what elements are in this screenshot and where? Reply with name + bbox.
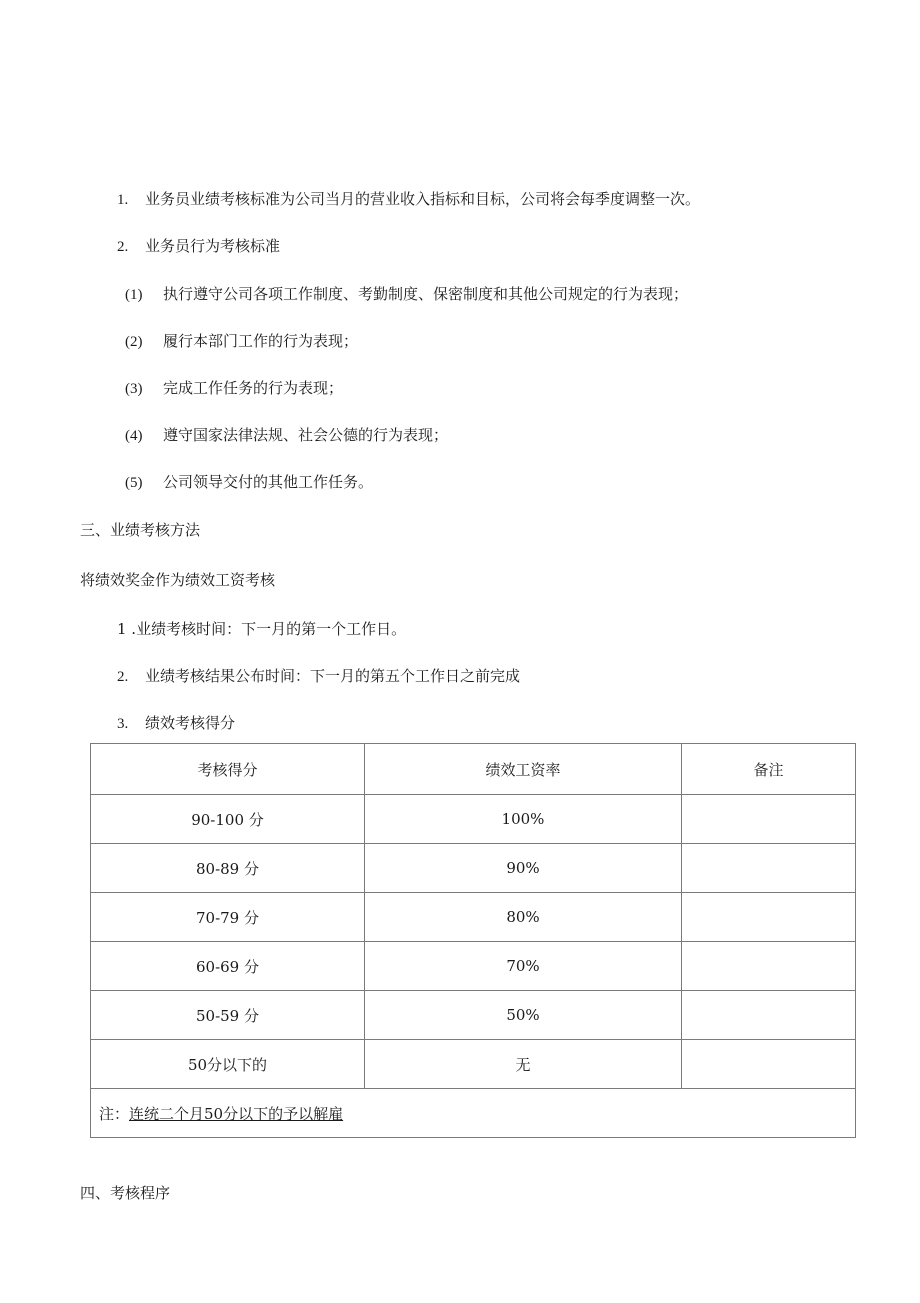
table-header-row [91, 744, 856, 795]
table-row [91, 795, 856, 844]
behavior-subitem [125, 378, 343, 399]
subitem-text: 履行本部门工作的行为表现； [163, 332, 359, 350]
table-note-cell [91, 1089, 856, 1138]
section-4-heading: 四、考核程序 [80, 1184, 171, 1202]
section-3-heading: 三、业绩考核方法 [80, 521, 201, 539]
table-row [91, 1040, 856, 1089]
note-cell [682, 991, 856, 1040]
header-note: 备注 [682, 744, 856, 795]
method-step-1: 1 .业绩考核时间：下一月的第一个工作日。 [117, 620, 407, 638]
behavior-subitem [125, 284, 688, 305]
step-text: 业绩考核结果公布时间：下一月的第五个工作日之前完成 [145, 667, 521, 685]
rate-cell: 90% [365, 844, 682, 893]
header-score: 考核得分 [91, 744, 365, 795]
subitem-text: 公司领导交付的其他工作任务。 [163, 473, 374, 491]
note-cell [682, 893, 856, 942]
rate-cell: 70% [365, 942, 682, 991]
score-cell: 60-69 分 [91, 942, 365, 991]
behavior-subitem [125, 472, 373, 493]
method-step-2 [117, 666, 520, 687]
subitem-number: (3) [125, 381, 143, 397]
score-cell: 90-100 分 [91, 795, 365, 844]
rate-cell: 无 [365, 1040, 682, 1089]
note-cell [682, 1040, 856, 1089]
table-note-row [91, 1089, 856, 1138]
subitem-number: (2) [125, 334, 143, 350]
score-cell: 50-59 分 [91, 991, 365, 1040]
table-row [91, 893, 856, 942]
rate-cell: 80% [365, 893, 682, 942]
item-text: 业务员业绩考核标准为公司当月的营业收入指标和目标，公司将会每季度调整一次。 [145, 190, 701, 208]
criteria-item-2 [117, 236, 280, 257]
note-cell [682, 844, 856, 893]
score-cell: 80-89 分 [91, 844, 365, 893]
item-text: 业务员行为考核标准 [145, 237, 281, 255]
behavior-subitem [125, 425, 448, 446]
method-step-3 [117, 713, 235, 734]
subitem-number: (5) [125, 475, 143, 491]
header-rate: 绩效工资率 [365, 744, 682, 795]
criteria-item-1 [117, 189, 700, 210]
table-row [91, 942, 856, 991]
rate-cell: 100% [365, 795, 682, 844]
note-text: 连统二个月50分以下的予以解雇 [129, 1104, 344, 1123]
subitem-number: (4) [125, 428, 143, 444]
section-3-intro: 将绩效奖金作为绩效工资考核 [80, 571, 276, 589]
subitem-number: (1) [125, 287, 143, 303]
subitem-text: 执行遵守公司各项工作制度、考勤制度、保密制度和其他公司规定的行为表现； [163, 285, 689, 303]
table-row [91, 991, 856, 1040]
score-rate-table [90, 743, 856, 1138]
score-cell: 70-79 分 [91, 893, 365, 942]
item-number: 1. [117, 192, 129, 208]
note-cell [682, 795, 856, 844]
note-cell [682, 942, 856, 991]
subitem-text: 完成工作任务的行为表现； [163, 379, 344, 397]
rate-cell: 50% [365, 991, 682, 1040]
behavior-subitem [125, 331, 358, 352]
subitem-text: 遵守国家法律法规、社会公德的行为表现； [163, 426, 449, 444]
table-row [91, 844, 856, 893]
item-number: 2. [117, 239, 129, 255]
note-label: 注： [99, 1104, 130, 1123]
step-number: 3. [117, 716, 129, 732]
step-text: 绩效考核得分 [145, 714, 236, 732]
score-cell: 50分以下的 [91, 1040, 365, 1089]
step-number: 2. [117, 669, 129, 685]
